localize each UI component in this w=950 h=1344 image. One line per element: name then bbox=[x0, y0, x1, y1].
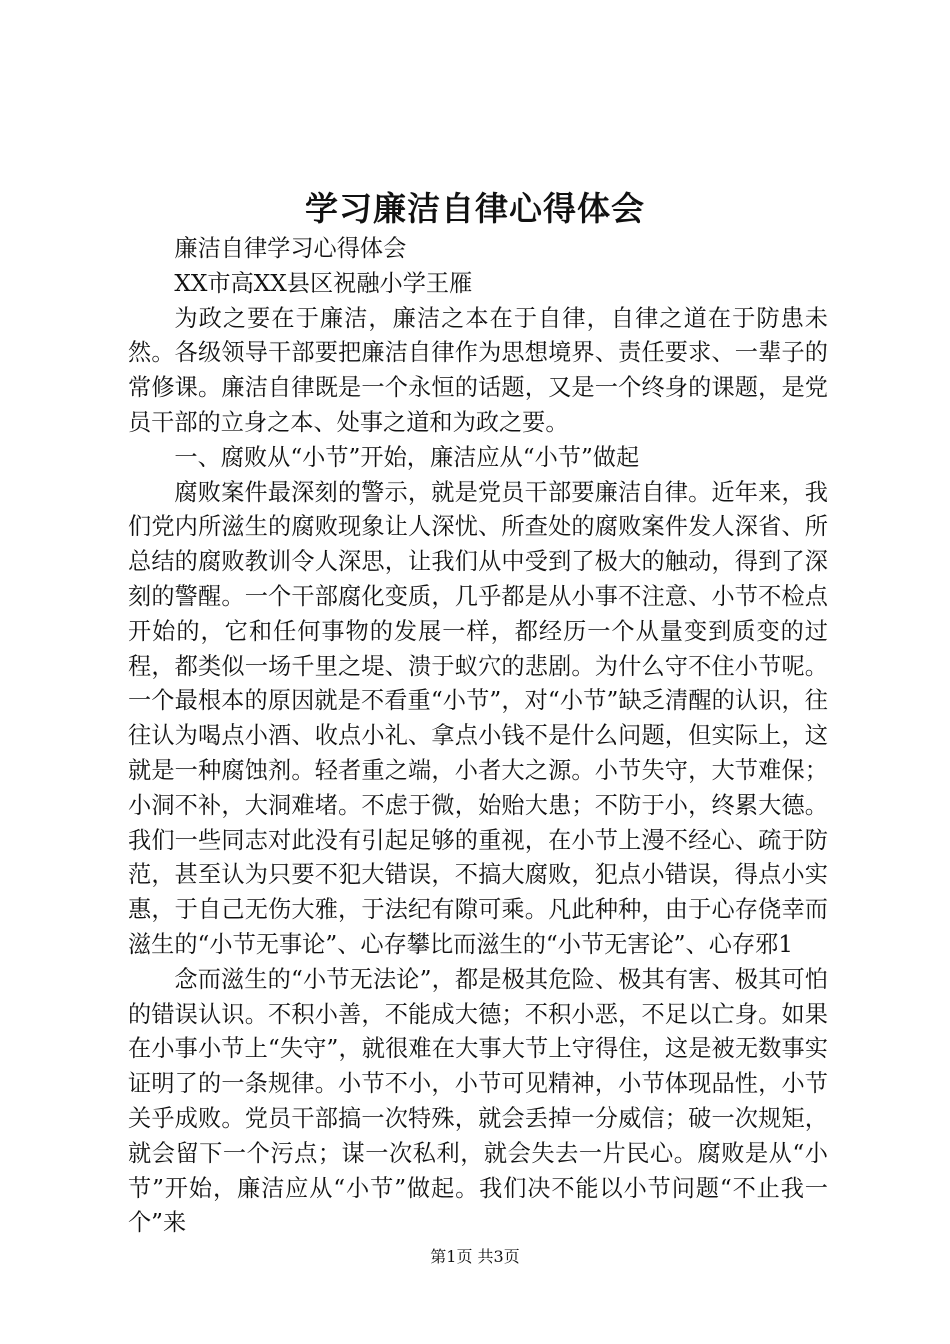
section-heading: 一、腐败从“小节”开始，廉洁应从“小节”做起 bbox=[174, 443, 640, 471]
body-paragraph: 为政之要在于廉洁，廉洁之本在于自律，自律之道在于防患未然。各级领导干部要把廉洁自律作为思想境界、责任要求、一辈子的常修课。廉洁自律既是一个永恒的话题，又是一个终身的课题，是党员干部的立身之本、处事之道和为政之要。 bbox=[128, 304, 828, 436]
author-paragraph: XX市高XX县区祝融小学王雁 bbox=[174, 269, 473, 297]
body-paragraph: 念而滋生的“小节无法论”，都是极其危险、极其有害、极其可怕的错误认识。不积小善，不能成大德；不积小恶，不足以亡身。如果在小事小节上“失守”，就很难在大事大节上守得住，这是被无数事实证明了的一条规律。小节不小，小节可见精神，小节体现品性，小节关乎成败。党员干部搞一次特殊，就会丢掉一分威信；破一次规矩，就会留下一个污点；谋一次私利，就会失去一片民心。腐败是从“小节”开始，廉洁应从“小节”做起。我们决不能以小节问题“不止我一个”来 bbox=[128, 965, 828, 1237]
page-indicator: 第1页 共3页 bbox=[430, 1247, 520, 1266]
body-paragraph: 腐败案件最深刻的警示，就是党员干部要廉洁自律。近年来，我们党内所滋生的腐败现象让人深忧、所查处的腐败案件发人深省、所总结的腐败教训令人深思，让我们从中受到了极大的触动，得到了深刻的警醒。一个干部腐化变质，几乎都是从小事不注意、小节不检点开始的，它和任何事物的发展一样，都经历一个从量变到质变的过程，都类似一场千里之堤、溃于蚁穴的悲剧。为什么守不住小节呢。一个最根本的原因就是不看重“小节”，对“小节”缺乏清醒的认识，往往认为喝点小酒、收点小礼、拿点小钱不是什么问题，但实际上，这就是一种腐蚀剂。轻者重之端，小者大之源。小节失守，大节难保；小洞不补，大洞难堵。不虑于微，始贻大患；不防于小，终累大德。我们一些同志对此没有引起足够的重视，在小节上漫不经心、疏于防范，甚至认为只要不犯大错误，不搞大腐败，犯点小错误，得点小实惠，于自己无伤大雅，于法纪有隙可乘。凡此种种，由于心存侥幸而滋生的“小节无事论”、心存攀比而滋生的“小节无害论”、心存邪1 bbox=[128, 478, 828, 958]
subtitle-paragraph: 廉洁自律学习心得体会 bbox=[174, 235, 407, 262]
document-body bbox=[128, 232, 828, 1241]
document-title: 学习廉洁自律心得体会 bbox=[305, 189, 645, 228]
